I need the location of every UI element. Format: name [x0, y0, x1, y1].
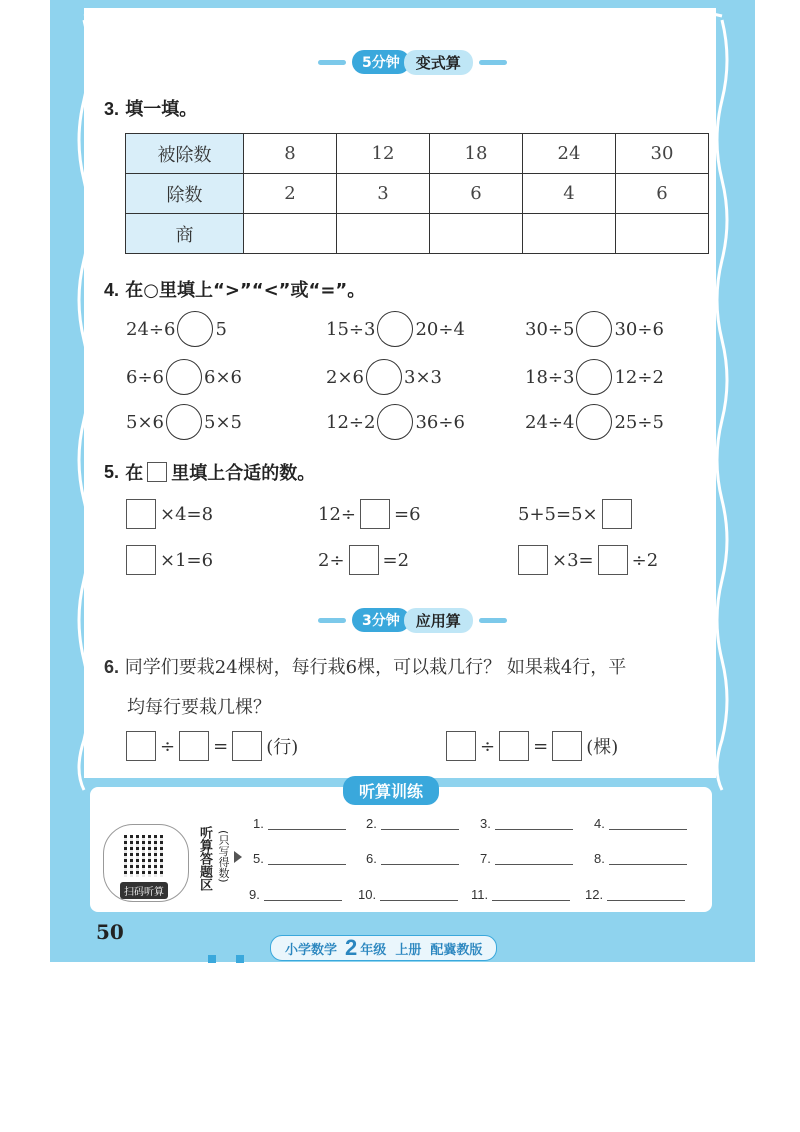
answer-box[interactable] [598, 545, 628, 575]
fill-item [518, 499, 636, 529]
tab-mark [208, 955, 216, 963]
compare-item [525, 311, 664, 347]
expr-right: 5 [215, 318, 227, 340]
answer-box[interactable] [232, 731, 262, 761]
answer-blank[interactable] [249, 887, 342, 902]
answer-circle[interactable] [377, 311, 413, 347]
answer-cell[interactable] [337, 214, 430, 254]
compare-item [126, 311, 227, 347]
section-title: 应用算 [404, 608, 473, 633]
answer-blank[interactable] [594, 851, 687, 866]
expr-right: 12÷2 [614, 366, 664, 388]
question-3-title [104, 95, 197, 121]
table-cell: 2 [244, 174, 337, 214]
expr-left: 24÷6 [126, 318, 176, 340]
answer-circle[interactable] [576, 311, 612, 347]
answer-blank[interactable] [480, 816, 573, 831]
compare-item [326, 404, 465, 440]
expr-left: 12÷2 [326, 411, 376, 433]
table-cell: 18 [430, 134, 523, 174]
fill-item [126, 499, 213, 529]
row-header: 被除数 [126, 134, 244, 174]
scan-label: 扫码听算 [120, 882, 168, 899]
question-6-line1 [104, 653, 626, 679]
expr-right: 6×6 [204, 366, 242, 388]
fill-item [318, 499, 421, 529]
blank-number: 10. [358, 887, 377, 902]
answer-cell[interactable] [616, 214, 709, 254]
answer-blank[interactable] [358, 887, 458, 902]
grade-label: 年级 [360, 942, 387, 958]
table-cell: 30 [616, 134, 709, 174]
answer-box[interactable] [552, 731, 582, 761]
box-symbol [147, 462, 167, 482]
answer-blank[interactable] [585, 887, 685, 902]
blank-number: 11. [471, 887, 489, 902]
answer-circle[interactable] [177, 311, 213, 347]
compare-item [126, 404, 242, 440]
answer-area-note: (只写得数) [217, 830, 230, 883]
expr-text: =6 [394, 503, 421, 525]
expr-text: ×4=8 [160, 503, 214, 525]
question-text: 里填上合适的数。 [171, 463, 316, 484]
time-pill: 5分钟 [352, 50, 410, 74]
answer-blank[interactable] [471, 887, 570, 902]
blank-number: 12. [585, 887, 604, 902]
answer-blank[interactable] [366, 816, 459, 831]
expr-left: 6÷6 [126, 366, 164, 388]
answer-box[interactable] [602, 499, 632, 529]
question-number: 3. [104, 99, 120, 119]
question-text: 同学们要栽24棵树，每行栽6棵，可以栽几行？ 如果栽4行，平 [124, 657, 627, 678]
answer-box[interactable] [126, 545, 156, 575]
answer-box[interactable] [518, 545, 548, 575]
blank-number: 2. [366, 816, 377, 831]
answer-blank[interactable] [253, 816, 346, 831]
question-number: 4. [104, 280, 120, 300]
blank-number: 3. [480, 816, 491, 831]
table-cell: 24 [523, 134, 616, 174]
badge-line [318, 618, 346, 623]
answer-blank[interactable] [594, 816, 687, 831]
division-table [125, 133, 709, 254]
answer-blank[interactable] [366, 851, 459, 866]
tab-mark [236, 955, 244, 963]
expr-text: 12÷ [318, 503, 356, 525]
expr-left: 2×6 [326, 366, 364, 388]
expr-text: ÷2 [631, 549, 659, 571]
expr-right: 20÷4 [415, 318, 465, 340]
volume-label: 上册 [395, 942, 422, 958]
answer-circle[interactable] [576, 404, 612, 440]
blank-number: 4. [594, 816, 605, 831]
question-6-line2: 均每行要栽几棵？ [127, 697, 271, 718]
table-row [126, 214, 709, 254]
operator: ÷ [160, 735, 176, 757]
blank-number: 9. [249, 887, 260, 902]
answer-blank[interactable] [480, 851, 573, 866]
answer-circle[interactable] [576, 359, 612, 395]
compare-item [326, 359, 442, 395]
listening-title: 听算训练 [343, 776, 439, 805]
answer-box[interactable] [349, 545, 379, 575]
expr-right: 3×3 [404, 366, 442, 388]
unit-label: (行) [266, 737, 299, 758]
operator: = [213, 735, 229, 757]
expr-text: ×1=6 [160, 549, 214, 571]
blank-number: 6. [366, 851, 377, 866]
expr-right: 5×5 [204, 411, 242, 433]
answer-area-label: 听算答题区 [197, 826, 212, 891]
row-header: 商 [126, 214, 244, 254]
compare-item [326, 311, 465, 347]
blank-number: 7. [480, 851, 491, 866]
expr-text: ×3= [552, 549, 594, 571]
question-4-title [104, 276, 365, 302]
expr-left: 5×6 [126, 411, 164, 433]
question-5-title [104, 459, 315, 485]
subject-label: 小学数学 [285, 942, 338, 958]
fill-item [318, 545, 409, 575]
table-cell: 6 [616, 174, 709, 214]
time-pill: 3分钟 [352, 608, 410, 632]
section-badge-bianshisuan [318, 50, 507, 74]
edition-label: 配冀教版 [430, 942, 483, 958]
equation-rows [126, 731, 298, 761]
answer-circle[interactable] [166, 404, 202, 440]
expr-left: 18÷3 [525, 366, 575, 388]
badge-line [479, 618, 507, 623]
compare-item [525, 359, 664, 395]
table-row [126, 174, 709, 214]
expr-text: 5+5=5× [518, 503, 598, 525]
question-text: 在○里填上“>”“<”或“=”。 [125, 280, 366, 301]
book-footer [270, 935, 497, 961]
table-row [126, 134, 709, 174]
operator: ÷ [480, 735, 496, 757]
blank-number: 8. [594, 851, 605, 866]
question-text: 在 [125, 463, 144, 484]
compare-item [525, 404, 664, 440]
expr-right: 25÷5 [614, 411, 664, 433]
question-text: 填一填。 [125, 99, 198, 120]
answer-circle[interactable] [166, 359, 202, 395]
answer-cell[interactable] [523, 214, 616, 254]
row-header: 除数 [126, 174, 244, 214]
badge-line [318, 60, 346, 65]
answer-cell[interactable] [430, 214, 523, 254]
fill-item [126, 545, 213, 575]
badge-line [479, 60, 507, 65]
answer-box[interactable] [126, 731, 156, 761]
section-badge-yingyongsuan [318, 608, 507, 632]
answer-box[interactable] [179, 731, 209, 761]
blank-number: 1. [253, 816, 264, 831]
question-number: 5. [104, 461, 120, 482]
table-cell: 6 [430, 174, 523, 214]
answer-circle[interactable] [366, 359, 402, 395]
page-number: 50 [96, 920, 124, 944]
table-cell: 4 [523, 174, 616, 214]
section-title: 变式算 [404, 50, 473, 75]
table-cell: 3 [337, 174, 430, 214]
answer-cell[interactable] [244, 214, 337, 254]
unit-label: (棵) [586, 737, 619, 758]
table-cell: 12 [337, 134, 430, 174]
expr-text: =2 [382, 549, 410, 571]
answer-box[interactable] [360, 499, 390, 529]
table-cell: 8 [244, 134, 337, 174]
answer-blank[interactable] [253, 851, 346, 866]
operator: = [533, 735, 549, 757]
fill-item [518, 545, 658, 575]
expr-left: 24÷4 [525, 411, 575, 433]
expr-left: 30÷5 [525, 318, 575, 340]
answer-box[interactable] [499, 731, 529, 761]
answer-box[interactable] [446, 731, 476, 761]
expr-right: 30÷6 [614, 318, 664, 340]
answer-circle[interactable] [377, 404, 413, 440]
qr-code-pattern [124, 835, 166, 877]
compare-item [126, 359, 242, 395]
answer-box[interactable] [126, 499, 156, 529]
question-number: 6. [104, 657, 120, 677]
qr-code-badge[interactable] [103, 824, 189, 902]
equation-trees [446, 731, 618, 761]
expr-right: 36÷6 [415, 411, 465, 433]
blank-number: 5. [253, 851, 264, 866]
expr-text: 2÷ [318, 549, 345, 571]
grade-number: 2 [345, 935, 358, 960]
expr-left: 15÷3 [326, 318, 376, 340]
arrow-right-icon [234, 851, 242, 863]
